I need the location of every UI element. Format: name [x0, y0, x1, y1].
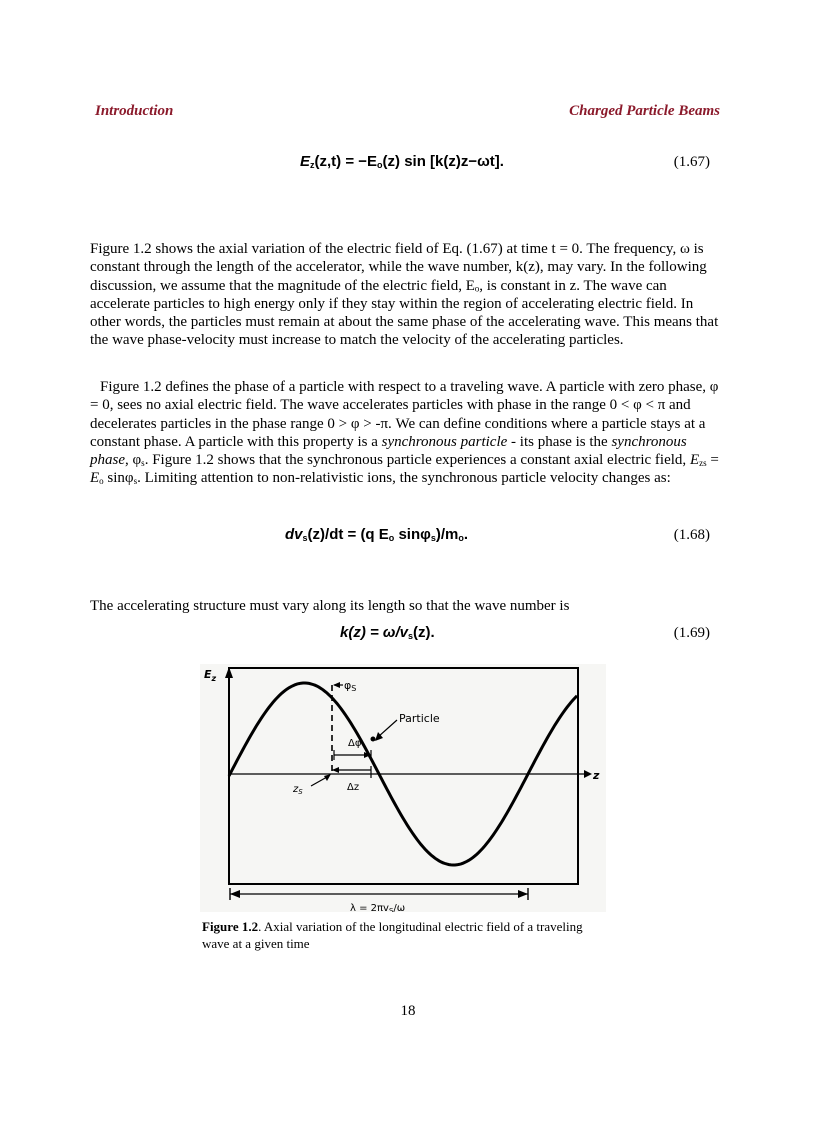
running-header-left: Introduction [95, 103, 174, 119]
zs-label: $z_S$ [293, 784, 303, 796]
paragraph-3: The accelerating structure must vary along its length so that the wave number is [90, 598, 570, 614]
equation-1-67 [0, 153, 816, 175]
figure-background [200, 664, 606, 912]
wavelength-label: $\lambda = 2\pi v_S/\omega$ [350, 903, 406, 912]
phi-s-label: φS [344, 679, 357, 693]
figure-caption: Figure 1.2. Axial variation of the longitudinal electric field of a traveling wave at a given time [202, 919, 583, 951]
page-number: 18 [400, 1003, 416, 1019]
equation-number: (1.67) [673, 154, 710, 170]
paragraph-1: Figure 1.2 shows the axial variation of the electric field of Eq. (1.67) at time t = 0. The frequency, ω is constant through the length of the accelerator, while the wave number, k(z), may vary. In the following discussion, we assume that the magnitude of the electric field, Eₒ, is constant in z. The wave can accelerate particles to high energy only if they stay within the region of accelerating electric field. In other words, the particles must remain at about the same phase of the accelerating wave. This means that the wave phase-velocity must increase to match the velocity of the accelerating particles. [90, 241, 719, 349]
equation-1-69 [0, 624, 816, 646]
equation-1-68-formula: $dv_s(z)/dt = (q$ $E_o$ $\sin\varphi_s)/m_o$. [285, 526, 469, 543]
equation-1-68 [0, 526, 816, 548]
paragraph-2: Figure 1.2 defines the phase of a particle with respect to a traveling wave. A particle with zero phase, φ = 0, sees no axial electric field. The wave accelerates particles with phase in the range 0 < φ < π and decelerates particles in the phase range 0 > φ > -π. We can define conditions where a particle stays at a constant phase. A particle with this property is a synchronous particle - its phase is the synchronous phase, $\varphi_s$. Figure 1.2 shows that the synchronous particle experiences a constant axial electric field, $E_{zs} = E_o$ sinφ$_s$. Limiting attention to non-relativistic ions, the synchronous particle velocity changes as: [90, 379, 719, 487]
z-axis-label: z [593, 769, 600, 782]
running-header-right: Charged Particle Beams [569, 103, 720, 119]
equation-number: (1.68) [673, 527, 710, 543]
ez-axis-label: $E_z$ [204, 668, 217, 683]
particle-marker [371, 737, 376, 742]
delta-z-label: Δz [347, 782, 360, 793]
particle-label: Particle [399, 712, 440, 725]
equation-1-67-formula: $E_z(z,t) = -E_o(z)$ sin [k(z)z−ωt]. [300, 153, 504, 170]
figure-1-2 [200, 664, 606, 912]
equation-1-69-formula: $k(z) = \omega/v_s(z)$. [340, 624, 435, 641]
delta-phi-label: Δφ [348, 738, 362, 749]
equation-number: (1.69) [673, 625, 710, 641]
